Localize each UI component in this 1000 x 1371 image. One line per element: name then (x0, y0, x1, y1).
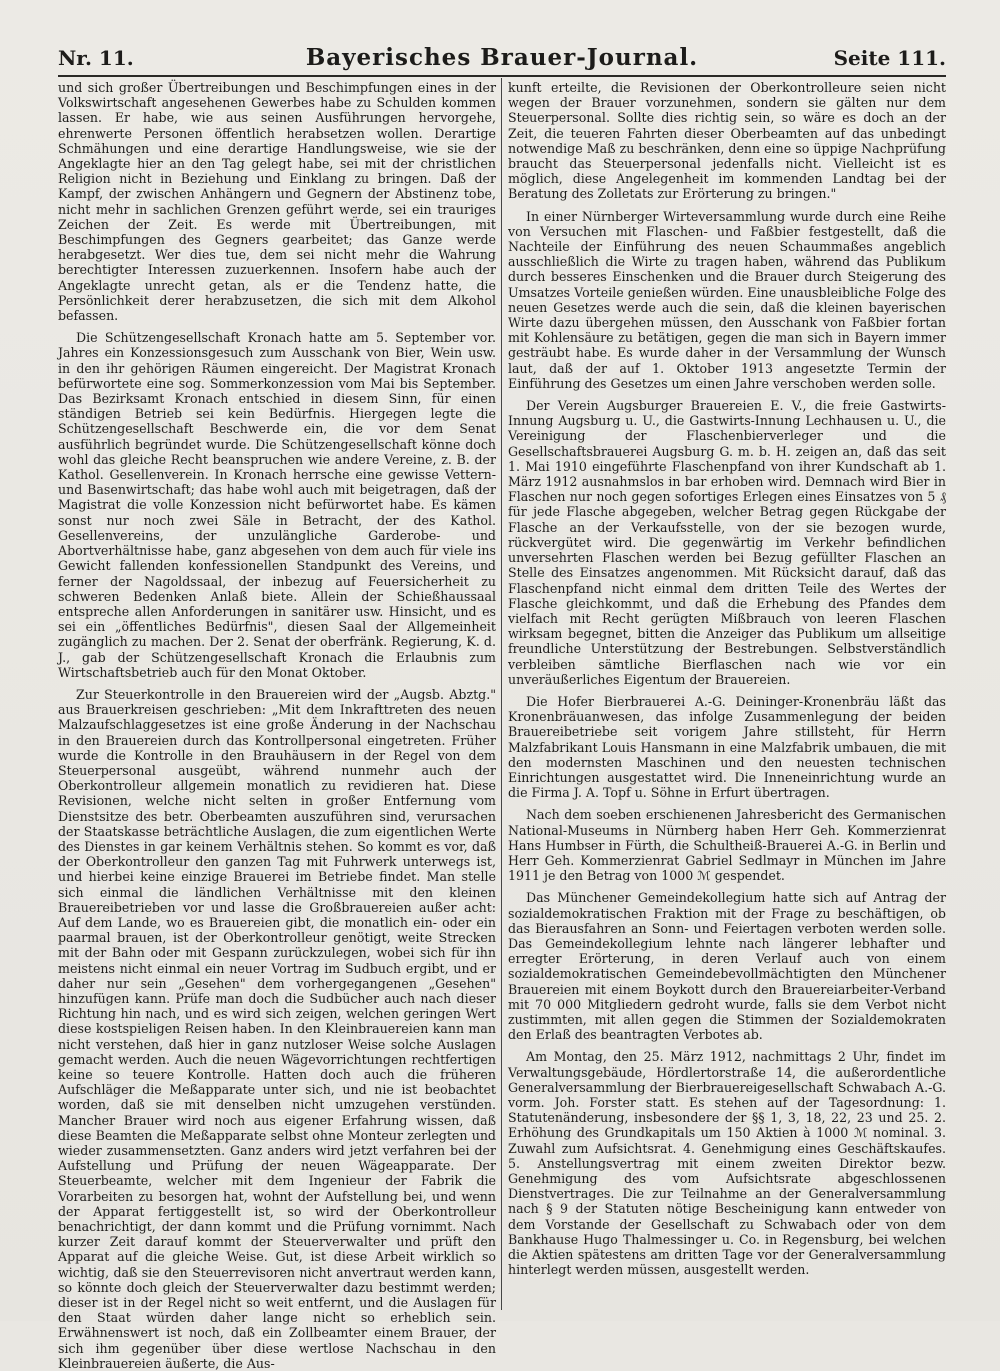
article-paragraph: Am Montag, den 25. März 1912, nachmittags 2 Uhr, findet im Verwaltungsgebäude, Hördlertorstraße 14, die außerordentliche Generalversammlung der Bierbrauereigesellschaft Schwabach A.-G. vorm. Joh. Forster statt. Es stehen auf der Tagesordnung: 1. Statutenänderung, insbesondere der §§ 1, 3, 18, 22, 23 und 25. 2. Erhöhung des Grundkapitals um 150 Aktien à 1000 ℳ nominal. 3. Zuwahl zum Aufsichtsrat. 4. Genehmigung eines Geschäftskaufes. 5. Anstellungsvertrag mit einem zweiten Direktor bezw. Genehmigung des vom Aufsichtsrate abgeschlossenen Dienstvertrages. Die zur Teilnahme an der Generalversammlung nach § 9 der Statuten nötige Bescheinigung kann entweder von dem Vorstande der Gesellschaft zu Schwabach oder von dem Bankhause Hugo Thalmessinger u. Co. in Regensburg, bei welchen die Aktien spätestens am dritten Tage vor der Generalversammlung hinterlegt werden müssen, ausgestellt werden. (508, 1049, 946, 1278)
article-paragraph: Das Münchener Gemeindekollegium hatte sich auf Antrag der sozialdemokratischen Fraktion mit der Frage zu beschäftigen, ob das Bierausfahren an Sonn- und Feiertagen verboten werden solle. Das Gemeindekollegium lehnte nach längerer lebhafter und erregter Erörterung, in deren Verlauf auch von einem sozialdemokratischen Gemeindebevollmächtigten den Münchener Brauereien mit einem Boykott durch den Brauereiarbeiter-Verband mit 70 000 Mitgliedern gedroht wurde, falls sie dem Verbot nicht zustimmten, mit allen gegen die Stimmen der Sozialdemokraten den Erlaß des beantragten Verbotes ab. (508, 890, 946, 1043)
left-column (58, 80, 496, 1371)
column-divider (501, 78, 502, 1310)
article-paragraph: kunft erteilte, die Revisionen der Oberkontrolleure seien nicht wegen der Brauer vorzunehmen, sondern sie gälten nur dem Steuerpersonal. Sollte dies richtig sein, so wäre es doch an der Zeit, die teueren Fahrten dieser Oberbeamten auf das unbedingt notwendige Maß zu beschränken, denn eine so üppige Nachprüfung braucht das Steuerpersonal jedenfalls nicht. Vielleicht ist es möglich, diese Angelegenheit im kommenden Landtag bei der Beratung des Zolletats zur Erörterung zu bringen." (508, 80, 946, 202)
article-paragraph: Zur Steuerkontrolle in den Brauereien wird der „Augsb. Abztg." aus Brauerkreisen geschrieben: „Mit dem Inkrafttreten des neuen Malzaufschlaggesetzes ist eine große Änderung in der Nachschau in den Brauereien durch das Kontrollpersonal eingetreten. Früher wurde die Kontrolle in den Brauhäusern in der Regel von dem Steuerpersonal ausgeübt, während nunmehr auch der Oberkontrolleur allgemein monatlich zu revidieren hat. Diese Revisionen, welche nicht selten in großer Entfernung vom Dienstsitze des betr. Oberbeamten auszuführen sind, verursachen der Staatskasse beträchtliche Auslagen, die zum eigentlichen Werte des Dienstes in gar keinem Verhältnis stehen. So kommt es vor, daß der Oberkontrolleur den ganzen Tag mit Fuhrwerk unterwegs ist, und hierbei keine einzige Brauerei im Betriebe findet. Man stelle sich einmal die ländlichen Verhältnisse mit den kleinen Brauereibetrieben vor und lasse die Großbrauereien außer acht: Auf dem Lande, wo es Brauereien gibt, die monatlich ein- oder ein paarmal brauen, ist der Oberkontrolleur genötigt, weite Strecken mit der Bahn oder mit Gespann zurückzulegen, wobei sich für ihn meistens nicht einmal ein neuer Vortrag im Sudbuch ergibt, und er daher nur sein „Gesehen" dem vorhergegangenen „Gesehen" hinzufügen kann. Prüfe man doch die Sudbücher auch nach dieser Richtung hin nach, und es wird sich zeigen, welchen geringen Wert diese kostspieligen Reisen haben. In den Kleinbrauereien kann man nicht verstehen, daß hier in ganz nutzloser Weise solche Auslagen gemacht werden. Auch die neuen Wägevorrichtungen rechtfertigen keine so teuere Kontrolle. Hatten doch auch die früheren Aufschläger die Meßapparate unter sich, und nie ist beobachtet worden, daß sie mit denselben nicht umzugehen verstünden. Mancher Brauer wird noch aus eigener Erfahrung wissen, daß diese Beamten die Meßapparate selbst ohne Monteur zerlegten und wieder zusammensetzten. Ganz anders wird jetzt verfahren bei der Aufstellung und Prüfung der neuen Wägeapparate. Der Steuerbeamte, welcher mit dem Ingenieur der Fabrik die Vorarbeiten zu besorgen hat, wohnt der Aufstellung bei, und wenn der Apparat fertiggestellt ist, so wird der Oberkontrolleur benachrichtigt, der dann kommt und die Prüfung vornimmt. Nach kurzer Zeit darauf kommt der Steuerverwalter und prüft den Apparat auf die gleiche Weise. Gut, ist diese Arbeit wirklich so wichtig, daß sie den Steuerrevisoren nicht anvertraut werden kann, so könnte doch gleich der Steuerverwalter dazu bestimmt werden; dieser ist in der Regel nicht so weit entfernt, und die Auslagen für den Staat würden daher lange nicht so erheblich sein. Erwähnenswert ist noch, daß ein Zollbeamter einem Brauer, der sich ihm gegenüber über diese wertlose Nachschau in den Kleinbrauereien äußerte, die Aus- (58, 686, 496, 1371)
article-paragraph: Die Schützengesellschaft Kronach hatte am 5. September vor. Jahres ein Konzessionsgesuch zum Ausschank von Bier, Wein usw. in den ihr gehörigen Räumen eingereicht. Der Magistrat Kronach befürwortete eine sog. Sommerkonzession vom Mai bis September. Das Bezirksamt Kronach entschied in diesem Sinn, für einen ständigen Betrieb sei kein Bedürfnis. Hiergegen legte die Schützengesellschaft Beschwerde ein, die vor dem Senat ausführlich begründet wurde. Die Schützengesellschaft könne doch wohl das gleiche Recht beanspruchen wie andere Vereine, z. B. der Kathol. Gesellenverein. In Kronach herrsche eine gewisse Vettern- und Basenwirtschaft; das habe wohl auch mit beigetragen, daß der Magistrat die volle Konzession nicht befürwortet habe. Es kämen sonst nur noch zwei Säle in Betracht, der des Kathol. Gesellenvereins, der unzulängliche Garderobe- und Abortverhältnisse habe, ganz abgesehen von dem auch für viele ins Gewicht fallenden konfessionellen Standpunkt des Vereins, und ferner der Nagoldssaal, der inbezug auf Feuersicherheit zu schweren Bedenken Anlaß biete. Allein der Schießhaussaal entspreche allen Anforderungen in sanitärer usw. Hinsicht, und es sei ein „öffentliches Bedürfnis", diesen Saal der Allgemeinheit zugänglich zu machen. Der 2. Senat der oberfränk. Regierung, K. d. J., gab der Schützengesellschaft Kronach die Erlaubnis zum Wirtschaftsbetrieb auch für den Monat Oktober. (58, 330, 496, 680)
page-number: Seite 111. (833, 46, 946, 70)
article-paragraph: Nach dem soeben erschienenen Jahresbericht des Germanischen National-Museums in Nürnberg haben Herr Geh. Kommerzienrat Hans Humbser in Fürth, die Schultheiß-Brauerei A.-G. in Berlin und Herr Geh. Kommerzienrat Gabriel Sedlmayr in München im Jahre 1911 je den Betrag von 1000 ℳ gespendet. (508, 807, 946, 884)
article-paragraph: In einer Nürnberger Wirteversammlung wurde durch eine Reihe von Versuchen mit Flaschen- und Faßbier festgestellt, daß die Nachteile der Einführung des neuen Schaummaßes angeblich ausschließlich die Wirte zu tragen haben, während das Publikum durch besseres Einschenken und die Brauer durch Steigerung des Umsatzes Vorteile genießen würden. Eine unausbleibliche Folge des neuen Gesetzes werde auch die sein, daß die kleinen bayerischen Wirte dazu übergehen müssen, den Ausschank von Faßbier fortan mit Kohlensäure zu betätigen, gegen die man sich in Bayern immer gesträubt habe. Es wurde daher in der Versammlung der Wunsch laut, daß der auf 1. Oktober 1913 angesetzte Termin der Einführung des Gesetzes um einen Jahre verschoben werden solle. (508, 208, 946, 391)
header-rule (58, 75, 946, 77)
issue-number: Nr. 11. (58, 46, 134, 70)
right-column (508, 80, 946, 1310)
page-header (58, 42, 946, 72)
journal-title: Bayerisches Brauer-Journal. (305, 44, 699, 71)
article-paragraph: Der Verein Augsburger Brauereien E. V., die freie Gastwirts-Innung Augsburg u. U., die Gastwirts-Innung Lechhausen u. U., die Vereinigung der Flaschenbierverleger und die Gesellschaftsbrauerei Augsburg G. m. b. H. zeigen an, daß das seit 1. Mai 1910 eingeführte Flaschenpfand von ihrer Kundschaft ab 1. März 1912 ausnahmslos in bar erhoben wird. Demnach wird Bier in Flaschen nur noch gegen sofortiges Erlegen eines Einsatzes von 5 ₰ für jede Flasche abgegeben, welcher Betrag gegen Rückgabe der Flasche an der Verkaufsstelle, von der sie bezogen wurde, rückvergütet wird. Die gegenwärtig im Verkehr befindlichen unversehrten Flaschen werden bei Bezug gefüllter Flaschen an Stelle des Einsatzes angenommen. Mit Rücksicht darauf, daß das Flaschenpfand nicht einmal dem dritten Teile des Wertes der Flasche gleichkommt, und daß die Erhebung des Pfandes dem vielfach mit Recht gerügten Mißbrauch von leeren Flaschen wirksam begegnet, bitten die Anzeiger das Publikum um allseitige freundliche Unterstützung der Bestrebungen. Selbstverständlich verbleiben sämtliche Bierflaschen nach wie vor ein unveräußerliches Eigentum der Brauereien. (508, 398, 946, 687)
article-paragraph: Die Hofer Bierbrauerei A.-G. Deininger-Kronenbräu läßt das Kronenbräuanwesen, das infolge Zusammenlegung der beiden Brauereibetriebe seit vorigem Jahre stillsteht, für Herrn Malzfabrikant Louis Hansmann in eine Malzfabrik umbauen, die mit den modernsten Maschinen und den neuesten technischen Einrichtungen ausgestattet wird. Die Inneneinrichtung wurde an die Firma J. A. Topf u. Söhne in Erfurt übertragen. (508, 693, 946, 801)
article-paragraph: und sich großer Übertreibungen und Beschimpfungen eines in der Volkswirtschaft angesehenen Gewerbes habe zu Schulden kommen lassen. Er habe, wie aus seinen Ausführungen hervorgehe, ehrenwerte Personen öffentlich herabsetzen wollen. Derartige Schmähungen und eine derartige Handlungsweise, wie sie der Angeklagte hier an den Tag gelegt habe, sei mit der christlichen Religion nicht in Beziehung und Einklang zu bringen. Daß der Kampf, der zwischen Anhängern und Gegnern der Abstinenz tobe, nicht mehr in sachlichen Grenzen geführt werde, sei ein trauriges Zeichen der Zeit. Es werde mit Übertreibungen, mit Beschimpfungen des Gegners gearbeitet; das Ganze werde herabgesetzt. Wer dies tue, dem sei nicht mehr die Wahrung berechtigter Interessen zuzuerkennen. Insofern habe auch der Angeklagte unrecht getan, als er die Tendenz hatte, die Persönlichkeit derer herabzusetzen, die sich mit dem Alkohol befassen. (58, 80, 496, 324)
